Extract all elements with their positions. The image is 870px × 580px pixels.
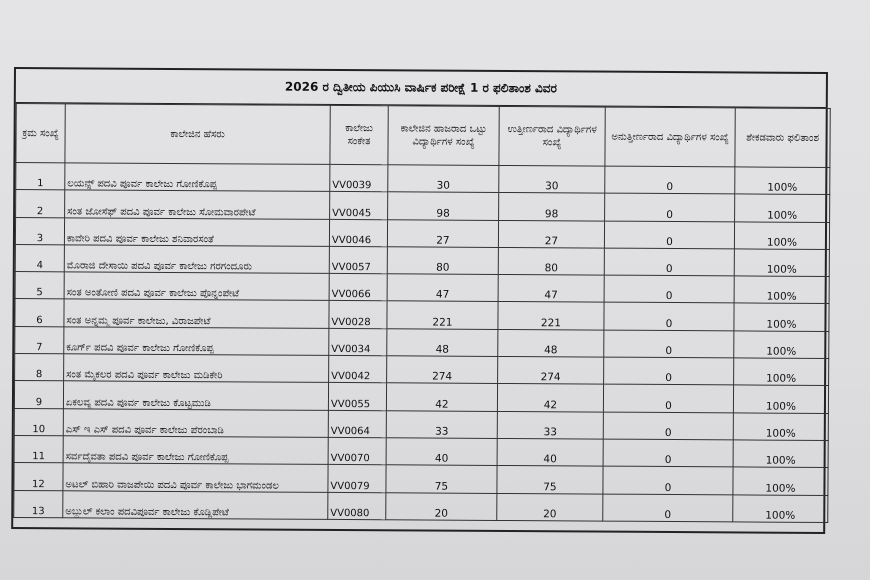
row-appeared-count: 48 bbox=[387, 329, 498, 357]
row-failed-count: 0 bbox=[605, 193, 735, 221]
row-failed-count: 0 bbox=[603, 466, 733, 494]
header-failed: ಅನುತ್ತೀರ್ಣರಾದ ವಿದ್ಯಾರ್ಥಿಗಳ ಸಂಖ್ಯೆ bbox=[605, 107, 735, 167]
header-passed: ಉತ್ತೀರ್ಣರಾದ ವಿದ್ಯಾರ್ಥಿಗಳ ಸಂಖ್ಯೆ bbox=[499, 106, 605, 166]
table-row bbox=[15, 272, 829, 304]
header-appeared: ಕಾಲೇಜಿನ ಹಾಜರಾದ ಒಟ್ಟು ವಿದ್ಯಾರ್ಥಿಗಳ ಸಂಖ್ಯೆ bbox=[388, 106, 499, 166]
row-result-percent: 100% bbox=[734, 358, 829, 386]
row-college-code: VV0064 bbox=[328, 410, 386, 438]
row-result-percent: 100% bbox=[734, 249, 829, 277]
row-appeared-count: 27 bbox=[387, 219, 498, 247]
row-result-percent: 100% bbox=[734, 276, 829, 304]
row-appeared-count: 40 bbox=[386, 438, 497, 466]
row-failed-count: 0 bbox=[603, 412, 733, 440]
row-result-percent: 100% bbox=[734, 303, 829, 331]
row-serial: 6 bbox=[15, 299, 64, 327]
document-title: 2026 ರ ದ್ವಿತೀಯ ಪಿಯುಸಿ ವಾರ್ಷಿಕ ಪರೀಕ್ಷೆ 1 ರ ಫಲಿತಾಂಶ ವಿವರ bbox=[16, 69, 826, 108]
row-result-percent: 100% bbox=[734, 221, 829, 249]
results-table bbox=[13, 103, 831, 523]
row-failed-count: 0 bbox=[603, 439, 733, 467]
row-college-name: ಏಕಲವ್ಯ ಪದವಿ ಪೂರ್ವ ಕಾಲೇಜು ಕೊಟ್ಟಮುಡಿ bbox=[63, 381, 328, 410]
row-college-name: ಮೊರಾಜಿ ದೇಸಾಯಿ ಪದವಿ ಪೂರ್ವ ಕಾಲೇಜು ಗರಗಂದೂರು bbox=[64, 245, 329, 274]
table-row bbox=[16, 190, 830, 222]
row-serial: 7 bbox=[15, 326, 64, 354]
row-serial: 1 bbox=[16, 163, 65, 191]
row-college-name: ಲಯನ್ಸ್ ಪದವಿ ಪೂರ್ವ ಕಾಲೇಜು ಗೋಣಿಕೊಪ್ಪ bbox=[65, 163, 330, 192]
row-failed-count: 0 bbox=[604, 275, 734, 303]
row-college-name: ಅಟಲ್ ಬಿಹಾರಿ ವಾಜಪೇಯಿ ಪದವಿ ಪೂರ್ವ ಕಾಲೇಜು ಭಾಗಮಂಡಲ bbox=[63, 463, 328, 492]
table-row bbox=[14, 490, 828, 522]
row-passed-count: 274 bbox=[498, 357, 604, 385]
row-college-name: ಸಂತ ಅನ್ನಮ್ಮ ಪೂರ್ವ ಕಾಲೇಜು, ವಿರಾಜಪೇಟೆ bbox=[64, 299, 329, 328]
row-passed-count: 30 bbox=[499, 165, 605, 193]
row-passed-count: 42 bbox=[497, 384, 603, 412]
row-serial: 13 bbox=[14, 490, 63, 518]
row-passed-count: 221 bbox=[498, 302, 604, 330]
row-college-name: ಸಂತ ಮೈಕಲರ ಪದವಿ ಪೂರ್ವ ಕಾಲೇಜು ಮಡಿಕೇರಿ bbox=[64, 354, 329, 383]
row-college-code: VV0039 bbox=[330, 164, 388, 192]
row-serial: 9 bbox=[14, 381, 63, 409]
row-passed-count: 80 bbox=[498, 247, 604, 275]
row-college-code: VV0066 bbox=[329, 274, 387, 302]
row-college-code: VV0057 bbox=[329, 246, 387, 274]
row-passed-count: 20 bbox=[497, 493, 603, 521]
row-college-name: ಸರ್ವದೈವತಾ ಪದವಿ ಪೂರ್ವ ಕಾಲೇಜು ಗೋಣಿಕೊಪ್ಪ bbox=[63, 436, 328, 465]
row-appeared-count: 42 bbox=[386, 383, 497, 411]
row-appeared-count: 20 bbox=[386, 492, 497, 520]
row-passed-count: 40 bbox=[497, 438, 603, 466]
row-failed-count: 0 bbox=[603, 494, 733, 522]
row-failed-count: 0 bbox=[604, 357, 734, 385]
table-row bbox=[14, 408, 828, 440]
table-row bbox=[15, 217, 829, 249]
row-appeared-count: 80 bbox=[387, 247, 498, 275]
row-failed-count: 0 bbox=[604, 303, 734, 331]
row-result-percent: 100% bbox=[733, 467, 828, 495]
row-passed-count: 98 bbox=[499, 193, 605, 221]
row-college-name: ಕೂರ್ಗ್ ಪದವಿ ಪೂರ್ವ ಕಾಲೇಜು ಗೋಣಿಕೊಪ್ಪ bbox=[64, 327, 329, 356]
row-college-name: ಅಬ್ದುಲ್ ಕಲಾಂ ಪದವಿಪೂರ್ವ ಕಾಲೇಜು ಕೊಡ್ಲಿಪೇಟೆ bbox=[63, 490, 328, 519]
row-passed-count: 75 bbox=[497, 466, 603, 494]
table-row bbox=[16, 163, 830, 195]
row-passed-count: 27 bbox=[498, 220, 604, 248]
row-college-code: VV0034 bbox=[329, 328, 387, 356]
row-college-code: VV0045 bbox=[330, 192, 388, 220]
table-row bbox=[15, 354, 829, 386]
row-appeared-count: 47 bbox=[387, 274, 498, 302]
row-passed-count: 48 bbox=[498, 329, 604, 357]
row-result-percent: 100% bbox=[734, 331, 829, 359]
row-serial: 3 bbox=[15, 217, 64, 245]
table-row bbox=[14, 463, 828, 495]
row-passed-count: 47 bbox=[498, 275, 604, 303]
row-passed-count: 33 bbox=[497, 411, 603, 439]
row-college-code: VV0080 bbox=[328, 492, 386, 520]
row-result-percent: 100% bbox=[733, 440, 828, 468]
row-college-name: ಸಂತ ಅಂತೋಣಿ ಪದವಿ ಪೂರ್ವ ಕಾಲೇಜು ಪೊನ್ನಂಪೇಟೆ bbox=[64, 272, 329, 301]
row-college-code: VV0079 bbox=[328, 465, 386, 493]
row-failed-count: 0 bbox=[604, 330, 734, 358]
row-failed-count: 0 bbox=[604, 221, 734, 249]
row-serial: 8 bbox=[15, 354, 64, 382]
row-result-percent: 100% bbox=[735, 194, 830, 222]
row-result-percent: 100% bbox=[733, 494, 828, 522]
row-failed-count: 0 bbox=[603, 384, 733, 412]
row-failed-count: 0 bbox=[605, 166, 735, 194]
header-college-name: ಕಾಲೇಜಿನ ಹೆಸರು bbox=[65, 104, 330, 165]
row-college-code: VV0028 bbox=[329, 301, 387, 329]
header-sl: ಕ್ರಮ ಸಂಖ್ಯೆ bbox=[16, 104, 65, 163]
header-percent: ಶೇಕಡವಾರು ಫಲಿತಾಂಶ bbox=[735, 108, 830, 168]
table-row bbox=[15, 244, 829, 276]
row-serial: 11 bbox=[14, 435, 63, 463]
row-serial: 4 bbox=[15, 244, 64, 272]
row-failed-count: 0 bbox=[604, 248, 734, 276]
table-row bbox=[15, 326, 829, 358]
row-serial: 12 bbox=[14, 463, 63, 491]
table-row bbox=[14, 381, 828, 413]
row-result-percent: 100% bbox=[733, 413, 828, 441]
row-college-name: ಸಂತ ಜೋಸೆಫ್ ಪದವಿ ಪೂರ್ವ ಕಾಲೇಜು ಸೋಮವಾರಪೇಟೆ bbox=[65, 190, 330, 219]
row-college-code: VV0055 bbox=[328, 383, 386, 411]
row-appeared-count: 33 bbox=[386, 410, 497, 438]
row-appeared-count: 221 bbox=[387, 301, 498, 329]
row-college-name: ಎಸ್ ಇ ಎಸ್ ಪದವಿ ಪೂರ್ವ ಕಾಲೇಜು ಪೆರಂಬಾಡಿ bbox=[63, 408, 328, 437]
row-result-percent: 100% bbox=[733, 385, 828, 413]
row-appeared-count: 30 bbox=[388, 165, 499, 193]
row-result-percent: 100% bbox=[735, 167, 830, 195]
row-serial: 10 bbox=[14, 408, 63, 436]
row-college-code: VV0070 bbox=[328, 437, 386, 465]
results-document bbox=[11, 67, 828, 534]
row-appeared-count: 98 bbox=[388, 192, 499, 220]
row-serial: 2 bbox=[16, 190, 65, 218]
row-college-code: VV0042 bbox=[329, 356, 387, 384]
table-row bbox=[14, 435, 828, 467]
header-college-code: ಕಾಲೇಜು ಸಂಕೇತ bbox=[330, 105, 388, 164]
row-serial: 5 bbox=[15, 272, 64, 300]
row-appeared-count: 274 bbox=[387, 356, 498, 384]
row-college-name: ಕಾವೇರಿ ಪದವಿ ಪೂರ್ವ ಕಾಲೇಜು ಶನಿವಾರಸಂತೆ bbox=[64, 217, 329, 246]
header-row bbox=[16, 104, 830, 168]
row-appeared-count: 75 bbox=[386, 465, 497, 493]
row-college-code: VV0046 bbox=[329, 219, 387, 247]
table-row bbox=[15, 299, 829, 331]
